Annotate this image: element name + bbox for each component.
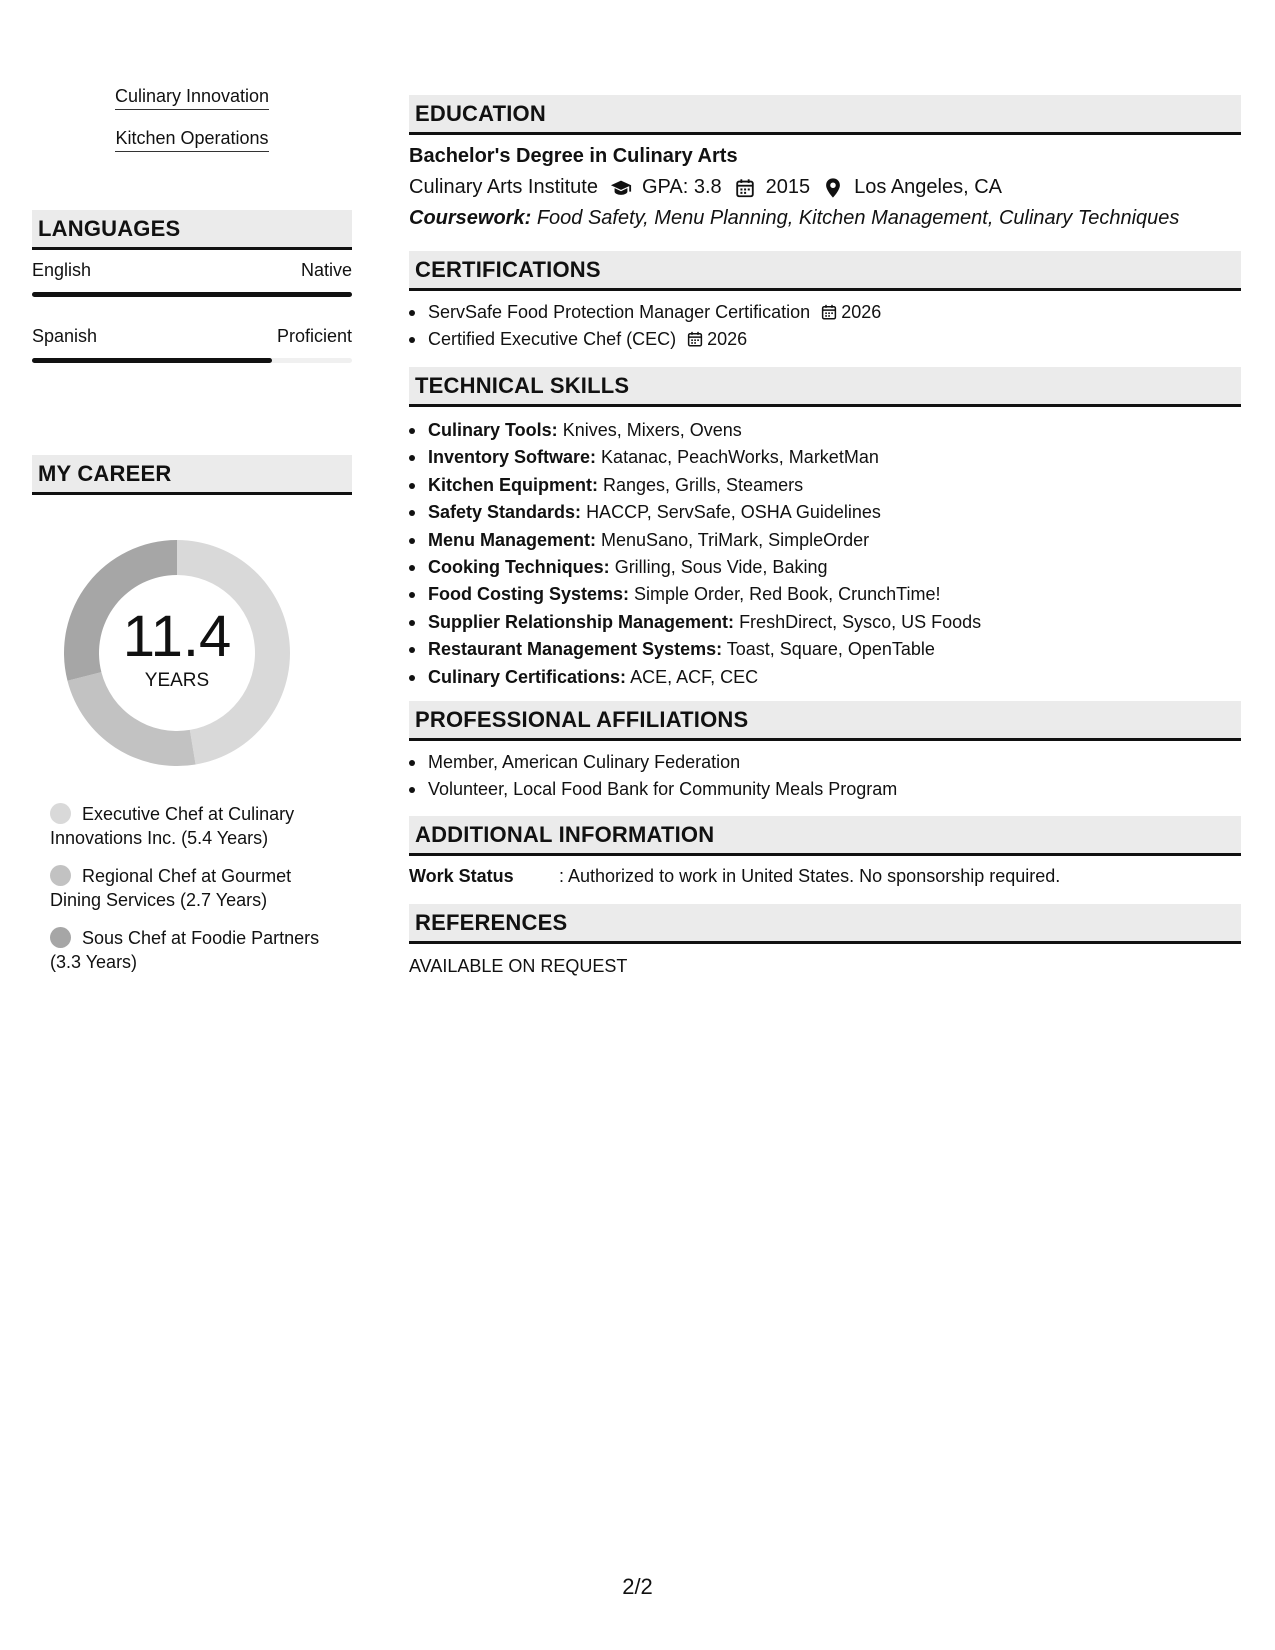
skill-item xyxy=(409,581,1241,608)
donut-center xyxy=(64,540,290,766)
skill-value: HACCP, ServSafe, OSHA Guidelines xyxy=(586,502,881,523)
language-level: Proficient xyxy=(276,326,352,346)
technical-skills-list xyxy=(409,417,1241,691)
graduation-year: 2015 xyxy=(765,176,811,198)
skill-item xyxy=(409,499,1241,526)
interest-label: Kitchen Operations xyxy=(115,128,268,152)
legend-item xyxy=(50,802,330,850)
work-status-value: : Authorized to work in United States. No sponsorship required. xyxy=(559,866,1061,886)
legend-swatch xyxy=(50,927,71,948)
skill-item xyxy=(409,554,1241,581)
skill-item xyxy=(409,664,1241,691)
languages-heading: LANGUAGES xyxy=(32,210,352,250)
education-meta xyxy=(409,176,1241,199)
references-text: AVAILABLE ON REQUEST xyxy=(409,956,628,976)
references-section xyxy=(409,904,1241,977)
gpa: GPA: 3.8 xyxy=(641,176,722,198)
location-pin-icon xyxy=(822,177,844,199)
language-bar xyxy=(32,358,352,363)
interest-label: Culinary Innovation xyxy=(115,86,269,110)
affiliations-heading: PROFESSIONAL AFFILIATIONS xyxy=(409,701,1241,741)
interest-item xyxy=(32,128,352,152)
certifications-heading: CERTIFICATIONS xyxy=(409,251,1241,291)
skill-value: Grilling, Sous Vide, Baking xyxy=(614,557,828,578)
career-total-unit: YEARS xyxy=(144,670,210,691)
coursework xyxy=(409,207,1241,230)
certifications-list xyxy=(409,299,1241,354)
language-name: Spanish xyxy=(32,326,98,346)
skill-item xyxy=(409,609,1241,636)
language-bar-fill xyxy=(32,292,352,297)
affiliation-item: Volunteer, Local Food Bank for Community Meals Program xyxy=(409,776,1241,803)
legend-label: Executive Chef at Culinary Innovations Inc. (5.4 Years) xyxy=(50,804,295,848)
skill-label: Restaurant Management Systems: xyxy=(428,639,723,660)
certification-year: 2026 xyxy=(707,329,748,350)
calendar-icon xyxy=(820,303,838,321)
skill-item xyxy=(409,417,1241,444)
certification-item xyxy=(409,326,1241,353)
skill-item xyxy=(409,636,1241,663)
legend-swatch xyxy=(50,865,71,886)
degree-title: Bachelor's Degree in Culinary Arts xyxy=(409,145,738,167)
coursework-label: Coursework: xyxy=(409,207,532,229)
affiliations-list xyxy=(409,749,1241,804)
career-heading: MY CAREER xyxy=(32,455,352,495)
affiliations-section xyxy=(409,701,1241,804)
career-total-years: 11.4 xyxy=(122,604,232,669)
legend-label: Regional Chef at Gourmet Dining Services (2.7 Years) xyxy=(50,866,292,910)
skill-label: Inventory Software: xyxy=(428,447,597,468)
school-location: Los Angeles, CA xyxy=(854,176,1003,198)
skill-item xyxy=(409,472,1241,499)
education-section xyxy=(409,95,1241,230)
skill-label: Safety Standards: xyxy=(428,502,582,523)
interest-item xyxy=(32,86,352,110)
legend-item xyxy=(50,926,330,974)
skill-label: Supplier Relationship Management: xyxy=(428,611,735,632)
additional-info-heading: ADDITIONAL INFORMATION xyxy=(409,816,1241,856)
skill-value: Toast, Square, OpenTable xyxy=(726,639,935,660)
skill-item xyxy=(409,444,1241,471)
page-number: 2/2 xyxy=(622,1574,653,1599)
references-heading: REFERENCES xyxy=(409,904,1241,944)
work-status-label: Work Status xyxy=(409,866,514,886)
calendar-icon xyxy=(734,177,756,199)
language-item xyxy=(32,260,352,297)
skill-label: Menu Management: xyxy=(428,529,597,550)
technical-skills-heading: TECHNICAL SKILLS xyxy=(409,367,1241,407)
skill-value: Ranges, Grills, Steamers xyxy=(603,474,804,495)
language-level: Native xyxy=(300,260,352,280)
certifications-section xyxy=(409,251,1241,354)
career-legend xyxy=(50,802,330,988)
graduation-cap-icon xyxy=(610,177,632,199)
certification-item xyxy=(409,299,1241,326)
skill-value: Knives, Mixers, Ovens xyxy=(562,420,742,440)
certification-year: 2026 xyxy=(841,302,882,322)
skill-value: ACE, ACF, CEC xyxy=(630,666,759,687)
technical-skills-section xyxy=(409,367,1241,691)
skill-label: Culinary Tools: xyxy=(428,420,558,440)
affiliation-item: Member, American Culinary Federation xyxy=(409,749,1241,776)
legend-item xyxy=(50,864,330,912)
calendar-icon xyxy=(686,330,704,348)
language-name: English xyxy=(32,260,92,280)
skill-label: Kitchen Equipment: xyxy=(428,474,598,495)
additional-info-section xyxy=(409,816,1241,887)
legend-label: Sous Chef at Foodie Partners (3.3 Years) xyxy=(50,928,320,972)
skill-value: FreshDirect, Sysco, US Foods xyxy=(739,611,982,632)
education-heading: EDUCATION xyxy=(409,95,1241,135)
skill-value: MenuSano, TriMark, SimpleOrder xyxy=(601,529,870,550)
certification-name: ServSafe Food Protection Manager Certification xyxy=(428,302,811,322)
skill-label: Food Costing Systems: xyxy=(428,584,630,605)
interests-list xyxy=(32,86,352,170)
language-bar xyxy=(32,292,352,297)
language-item xyxy=(32,326,352,363)
legend-swatch xyxy=(50,803,71,824)
skill-value: Katanac, PeachWorks, MarketMan xyxy=(601,447,879,468)
coursework-text: Food Safety, Menu Planning, Kitchen Management, Culinary Techniques xyxy=(536,207,1180,229)
skill-item xyxy=(409,527,1241,554)
language-bar-fill xyxy=(32,358,272,363)
certification-name: Certified Executive Chef (CEC) xyxy=(428,329,677,350)
school-name: Culinary Arts Institute xyxy=(409,176,598,198)
work-status-row xyxy=(409,866,1241,887)
skill-label: Culinary Certifications: xyxy=(428,666,627,687)
skill-value: Simple Order, Red Book, CrunchTime! xyxy=(634,584,941,605)
skill-label: Cooking Techniques: xyxy=(428,557,610,578)
